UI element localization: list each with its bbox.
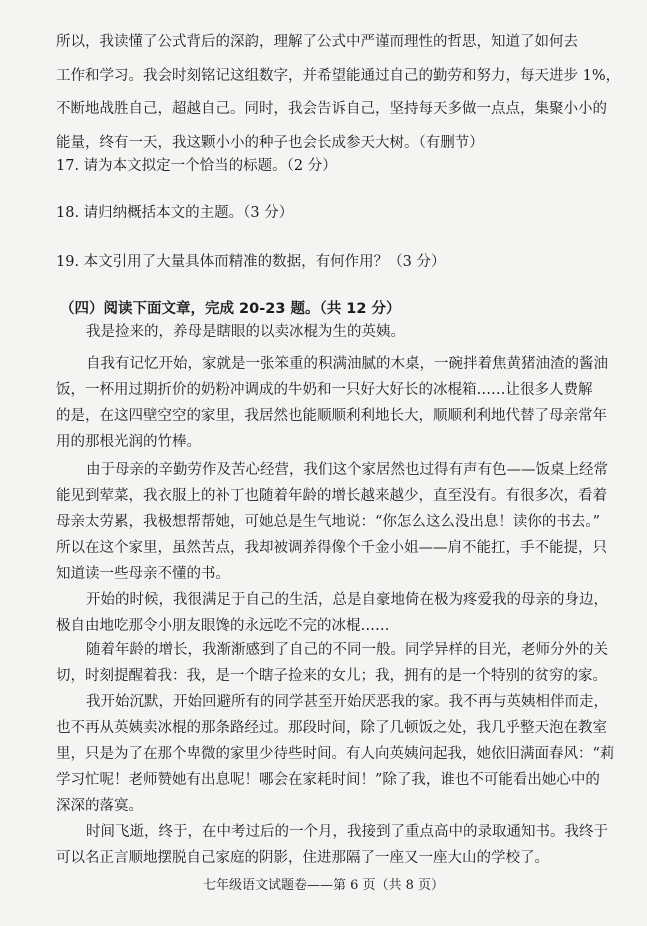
paragraph-line: 的是，在这四壁空空的家里，我居然也能顺顺利利地长大，顺顺利利地代替了母亲常年 xyxy=(56,408,607,424)
paragraph-line: 母亲太劳累，我极想帮帮她，可她总是生气地说：“你怎么这么没出息！读你的书去。” xyxy=(56,514,601,530)
paragraph-line: 时间飞逝，终于，在中考过后的一个月，我接到了重点高中的录取通知书。我终于 xyxy=(86,824,608,840)
paragraph-line: 切，时刻提醒着我：我，是一个瞎子捡来的女儿；我，拥有的是一个特别的贫穷的家。 xyxy=(56,668,607,684)
passage-line: 所以，我读懂了公式背后的深韵，理解了公式中严谨而理性的哲思，知道了如何去 xyxy=(56,34,578,50)
paragraph-line: 学习忙呢！老师赞她有出息呢！哪会在家耗时间！”除了我，谁也不可能看出她心中的 xyxy=(56,772,600,788)
paragraph-line: 饭，一杯用过期折价的奶粉冲调成的牛奶和一只好大好长的冰棍箱……让很多人费解 xyxy=(56,382,593,398)
passage-line: 能量，终有一天，我这颗小小的种子也会长成参天大树。（有删节） xyxy=(56,135,484,151)
paragraph-line: 能见到荤菜，我衣服上的补丁也随着年龄的增长越来越少，直至没有。有很多次，看着 xyxy=(56,488,607,504)
paragraph-line: 开始的时候，我很满足于自己的生活，总是自豪地倚在极为疼爱我的母亲的身边， xyxy=(86,592,608,608)
paragraph-line: 知道读一些母亲不懂的书。 xyxy=(56,566,230,582)
paragraph-line: 里，只是为了在那个卑微的家里少待些时间。有人向英姨问起我，她依旧满面春风：“莉 xyxy=(56,746,615,762)
passage-line: 不断地战胜自己，超越自己。同时，我会告诉自己，坚持每天多做一点点，集聚小小的 xyxy=(56,101,607,117)
paragraph-line: 可以名正言顺地摆脱自己家庭的阴影，住进那隔了一座又一座大山的学校了。 xyxy=(56,850,549,866)
paragraph-line: 由于母亲的辛勤劳作及苦心经营，我们这个家居然也过得有声有色——饭桌上经常 xyxy=(86,462,608,478)
paragraph-line: 深深的落寞。 xyxy=(56,798,143,814)
question-17: 17. 请为本文拟定一个恰当的标题。（2 分） xyxy=(56,158,337,174)
paragraph-line: 我开始沉默，开始回避所有的同学甚至开始厌恶我的家。我不再与英姨相伴而走， xyxy=(86,694,608,710)
paragraph-line: 我是捡来的，养母是瞎眼的以卖冰棍为生的英姨。 xyxy=(86,324,405,340)
question-18: 18. 请归纳概括本文的主题。（3 分） xyxy=(56,205,294,221)
paragraph-line: 也不再从英姨卖冰棍的那条路经过。那段时间，除了几顿饭之处，我几乎整天泡在教室 xyxy=(56,720,607,736)
paragraph-line: 随着年龄的增长，我渐渐感到了自己的不同一般。同学异样的目光，老师分外的关 xyxy=(86,642,608,658)
paragraph-line: 用的那根光润的竹棒。 xyxy=(56,434,201,450)
paragraph-line: 自我有记忆开始，家就是一张笨重的积满油腻的木桌，一碗拌着焦黄猪油渣的酱油 xyxy=(86,356,608,372)
page-footer: 七年级语文试题卷——第 6 页（共 8 页） xyxy=(202,878,445,893)
paragraph-line: 所以在这个家里，虽然苦点，我却被调养得像个千金小姐——肩不能扛，手不能提，只 xyxy=(56,540,607,556)
paragraph-line: 极自由地吃那令小朋友眼馋的永远吃不完的冰棍…… xyxy=(56,618,390,634)
passage-line: 工作和学习。我会时刻铭记这组数字，并希望能通过自己的勤劳和努力，每天进步 1%， xyxy=(56,68,621,84)
section-heading: （四）阅读下面文章，完成 20-23 题。（共 12 分） xyxy=(60,301,401,317)
question-19: 19. 本文引用了大量具体而精准的数据，有何作用？（3 分） xyxy=(56,254,446,270)
